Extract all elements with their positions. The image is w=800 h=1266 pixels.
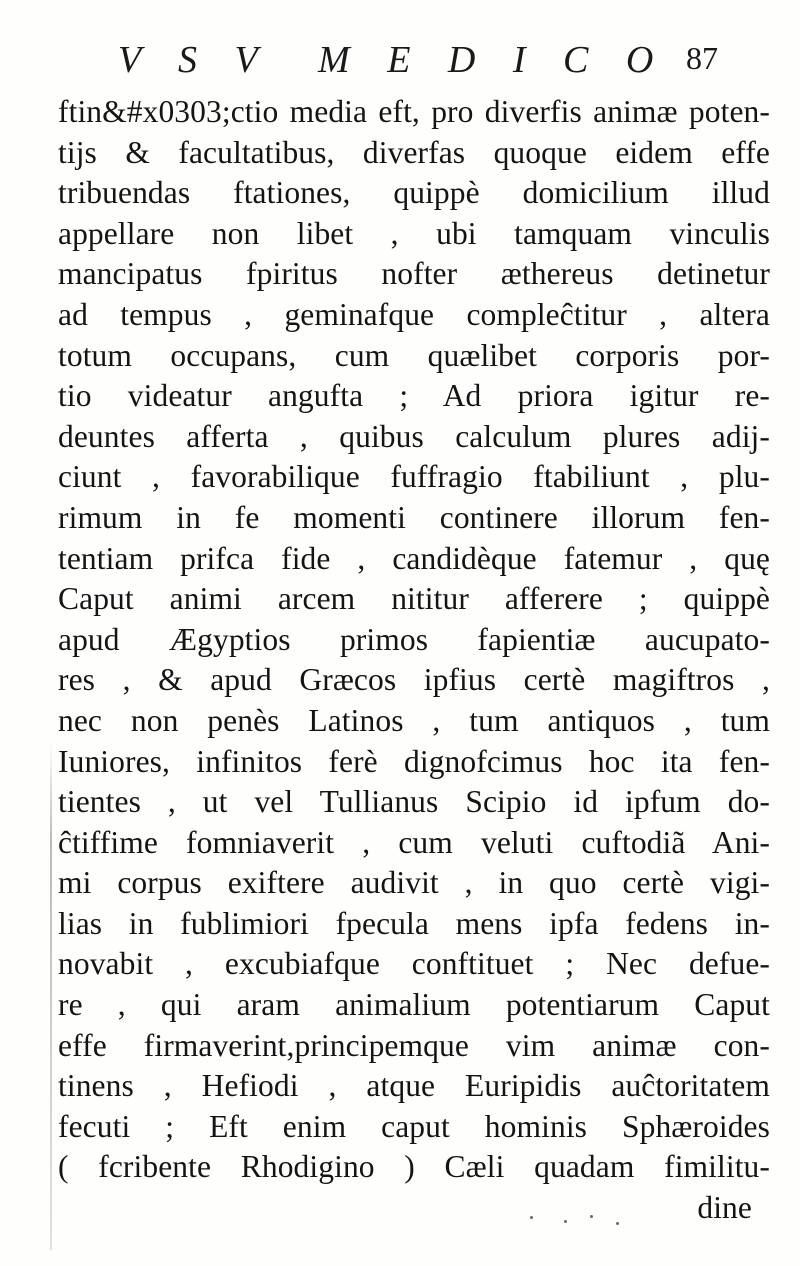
gutter-shadow — [50, 740, 52, 1250]
text-line: rimum in fe momenti continere illorum fen- — [58, 499, 770, 535]
text-line: fecuti ; Eft enim caput hominis Sphæroides — [58, 1108, 770, 1144]
text-line: tientes , ut vel Tullianus Scipio id ipfum do- — [58, 784, 770, 820]
speck — [616, 1222, 619, 1225]
text-line: tribuendas ftationes, quippè domicilium illud — [58, 175, 770, 211]
text-line: Caput animi arcem nititur afferere ; quippè — [58, 581, 770, 617]
speck — [530, 1216, 533, 1219]
running-head-title: V S V M E D I C O — [118, 39, 668, 81]
text-line: ftin&#x0303;ctio media eft, pro diverfis animæ poten- — [58, 94, 770, 129]
text-line: ĉtiffime fomniaverit , cum veluti cuftodiã Ani- — [58, 824, 770, 860]
body-text — [58, 92, 770, 1229]
text-line: ad tempus , geminafque compleĉtitur , altera — [58, 296, 770, 332]
text-line: apud Ægyptios primos fapientiæ aucupato- — [58, 621, 770, 657]
text-line: ( fcribente Rhodigino ) Cæli quadam fimilitu- — [58, 1149, 770, 1185]
text-line: ciunt , favorabilique fuffragio ftabiliunt , plu- — [58, 459, 770, 495]
text-line: tijs & facultatibus, diverfas quoque eidem effe — [58, 134, 770, 170]
text-line: tinens , Hefiodi , atque Euripidis auĉtoritatem — [58, 1068, 770, 1104]
text-line: lias in fublimiori fpecula mens ipfa fedens in- — [58, 905, 770, 941]
text-line: mancipatus fpiritus nofter æthereus detinetur — [58, 256, 770, 292]
text-line: tentiam prifca fide , candidèque fatemur , quę — [58, 540, 770, 576]
text-line: appellare non libet , ubi tamquam vinculis — [58, 215, 770, 251]
text-line: Iuniores, infinitos ferè dignofcimus hoc ita fen- — [58, 743, 770, 779]
catchword: dine — [697, 1190, 752, 1226]
running-head — [118, 38, 718, 88]
text-line: deuntes afferta , quibus calculum plures adij- — [58, 418, 770, 454]
text-line: novabit , excubiafque conftituet ; Nec defue- — [58, 946, 770, 982]
text-line: nec non penès Latinos , tum antiquos , tum — [58, 702, 770, 738]
paper-specks — [520, 1210, 670, 1230]
text-line: effe firmaverint,principemque vim animæ con- — [58, 1027, 770, 1063]
text-line: tio videatur angufta ; Ad priora igitur re- — [58, 378, 770, 414]
text-line: res , & apud Græcos ipfius certè magiftros , — [58, 662, 770, 698]
text-line: re , qui aram animalium potentiarum Caput — [58, 987, 770, 1023]
text-line: totum occupans, cum quælibet corporis por- — [58, 337, 770, 373]
page-number: 87 — [686, 40, 718, 76]
speck — [564, 1220, 567, 1223]
text-line: mi corpus exiftere audivit , in quo certè vigi- — [58, 865, 770, 901]
speck — [590, 1215, 593, 1218]
